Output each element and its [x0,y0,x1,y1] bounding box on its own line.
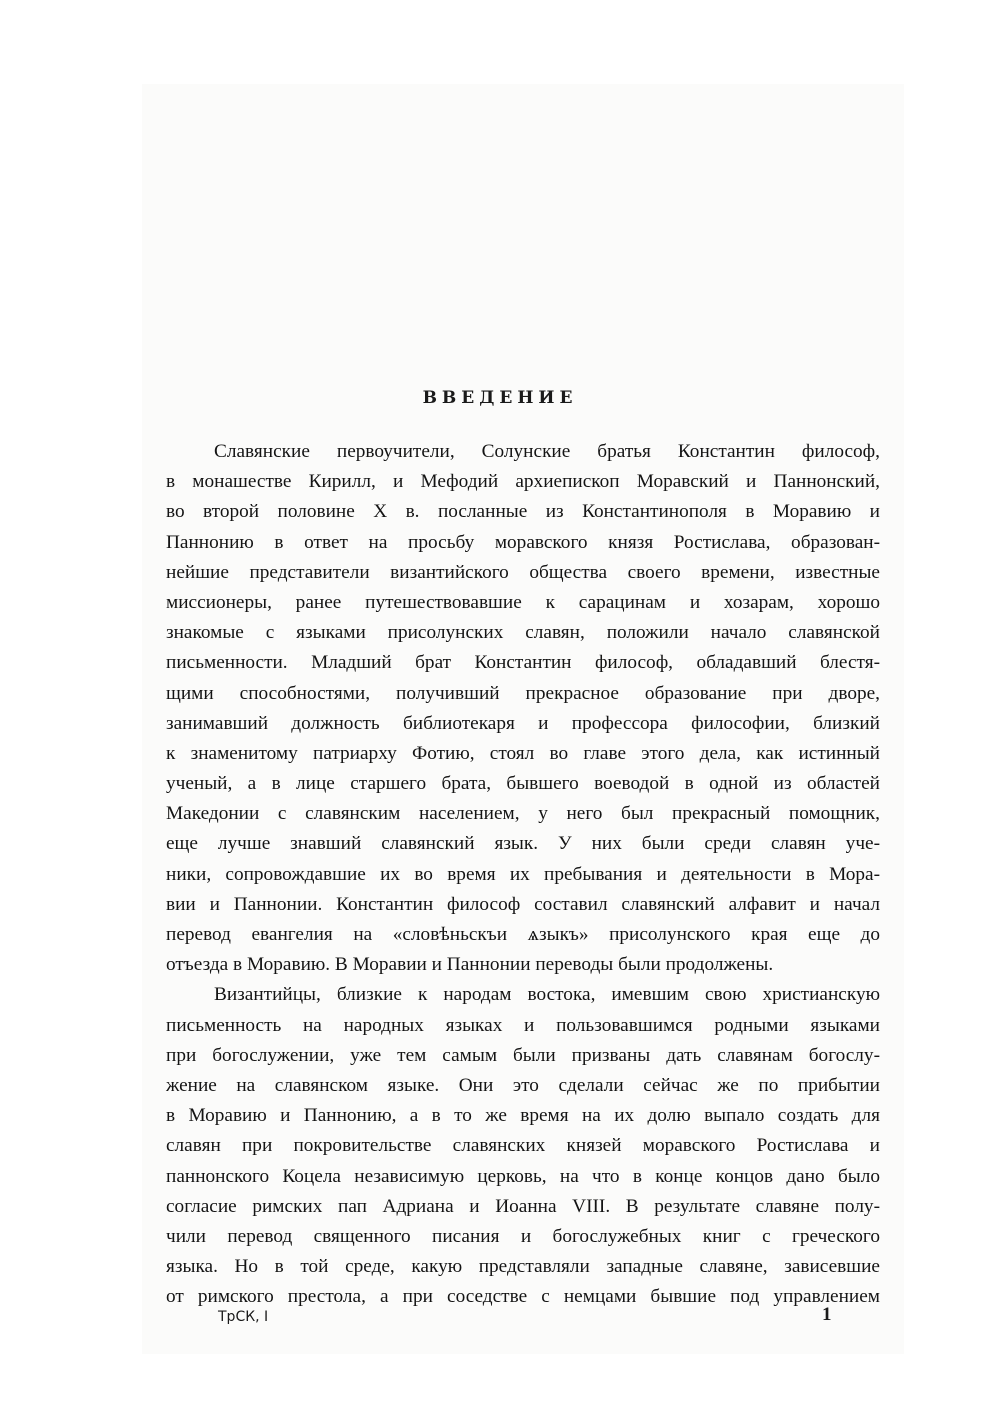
chapter-title: ВВЕДЕНИЕ [422,388,578,408]
text-line: паннонского Коцела независимую церковь, на что в конце концов дано было [166,1165,880,1187]
text-line: нейшие представители византийского общества своего времени, известные [166,561,880,583]
text-line: щими способностями, получивший прекрасное образование при дворе, [166,682,880,704]
text-line: Македонии с славянским населением, у него был прекрасный помощник, [166,803,880,825]
page-number: 1 [822,1304,832,1325]
text-line: занимавший должность библиотекаря и профессора философии, близкий [166,712,880,734]
text-line: от римского престола, а при соседстве с немцами бывшие под управлением [166,1286,880,1308]
text-line: к знаменитому патриарху Фотию, стоял во главе этого дела, как истинный [166,742,880,764]
text-line: славян при покровительстве славянских князей моравского Ростислава и [166,1135,880,1157]
paragraph-2 [166,980,880,1312]
paragraph-1 [166,437,880,980]
text-line: жение на славянском языке. Они это сделали сейчас же по прибытии [166,1074,880,1096]
signature-mark: ТрСК, I [218,1309,269,1325]
text-line: Паннонию в ответ на просьбу моравского князя Ростислава, образован- [166,531,880,553]
text-line: при богослужении, уже тем самым были призваны дать славянам богослу- [166,1044,880,1066]
text-line: Славянские первоучители, Солунские братья Константин философ, [214,441,880,462]
text-line: во второй половине X в. посланные из Константинополя в Моравию и [166,501,880,523]
text-line: согласие римских пап Адриана и Иоанна VIII. В результате славяне полу- [166,1195,880,1217]
text-line: вии и Паннонии. Константин философ составил славянский алфавит и начал [166,893,880,915]
body-text [166,437,880,1312]
text-line: в монашестве Кирилл, и Мефодий архиепископ Моравский и Паннонский, [166,471,880,493]
text-line: отъезда в Моравию. В Моравии и Паннонии переводы были продолжены. [166,954,774,976]
text-line: письменности. Младший брат Константин философ, обладавший блестя- [166,652,880,674]
text-line: чили перевод священного писания и богослужебных книг с греческого [166,1225,880,1247]
text-line: миссионеры, ранее путешествовавшие к сарацинам и хозарам, хорошо [166,591,880,613]
text-line: Византийцы, близкие к народам востока, имевшим свою христианскую [214,984,880,1006]
text-line: языка. Но в той среде, какую представляли западные славяне, зависевшие [166,1256,880,1278]
text-line: знакомые с языками присолунских славян, положили начало славянской [166,622,880,644]
text-line: в Моравию и Паннонию, а в то же время на их долю выпало создать для [166,1105,880,1127]
text-line: еще лучше знавший славянский язык. У них были среди славян уче- [166,833,880,855]
text-line: перевод евангелия на «словѣньскъи ѧзыкъ» присолунского края еще до [166,924,880,945]
text-line: письменность на народных языках и пользовавшимся родными языками [166,1014,880,1036]
text-line: ники, сопровождавшие их во время их пребывания и деятельности в Мора- [166,863,880,885]
text-line: ученый, а в лице старшего брата, бывшего воеводой в одной из областей [166,773,880,795]
